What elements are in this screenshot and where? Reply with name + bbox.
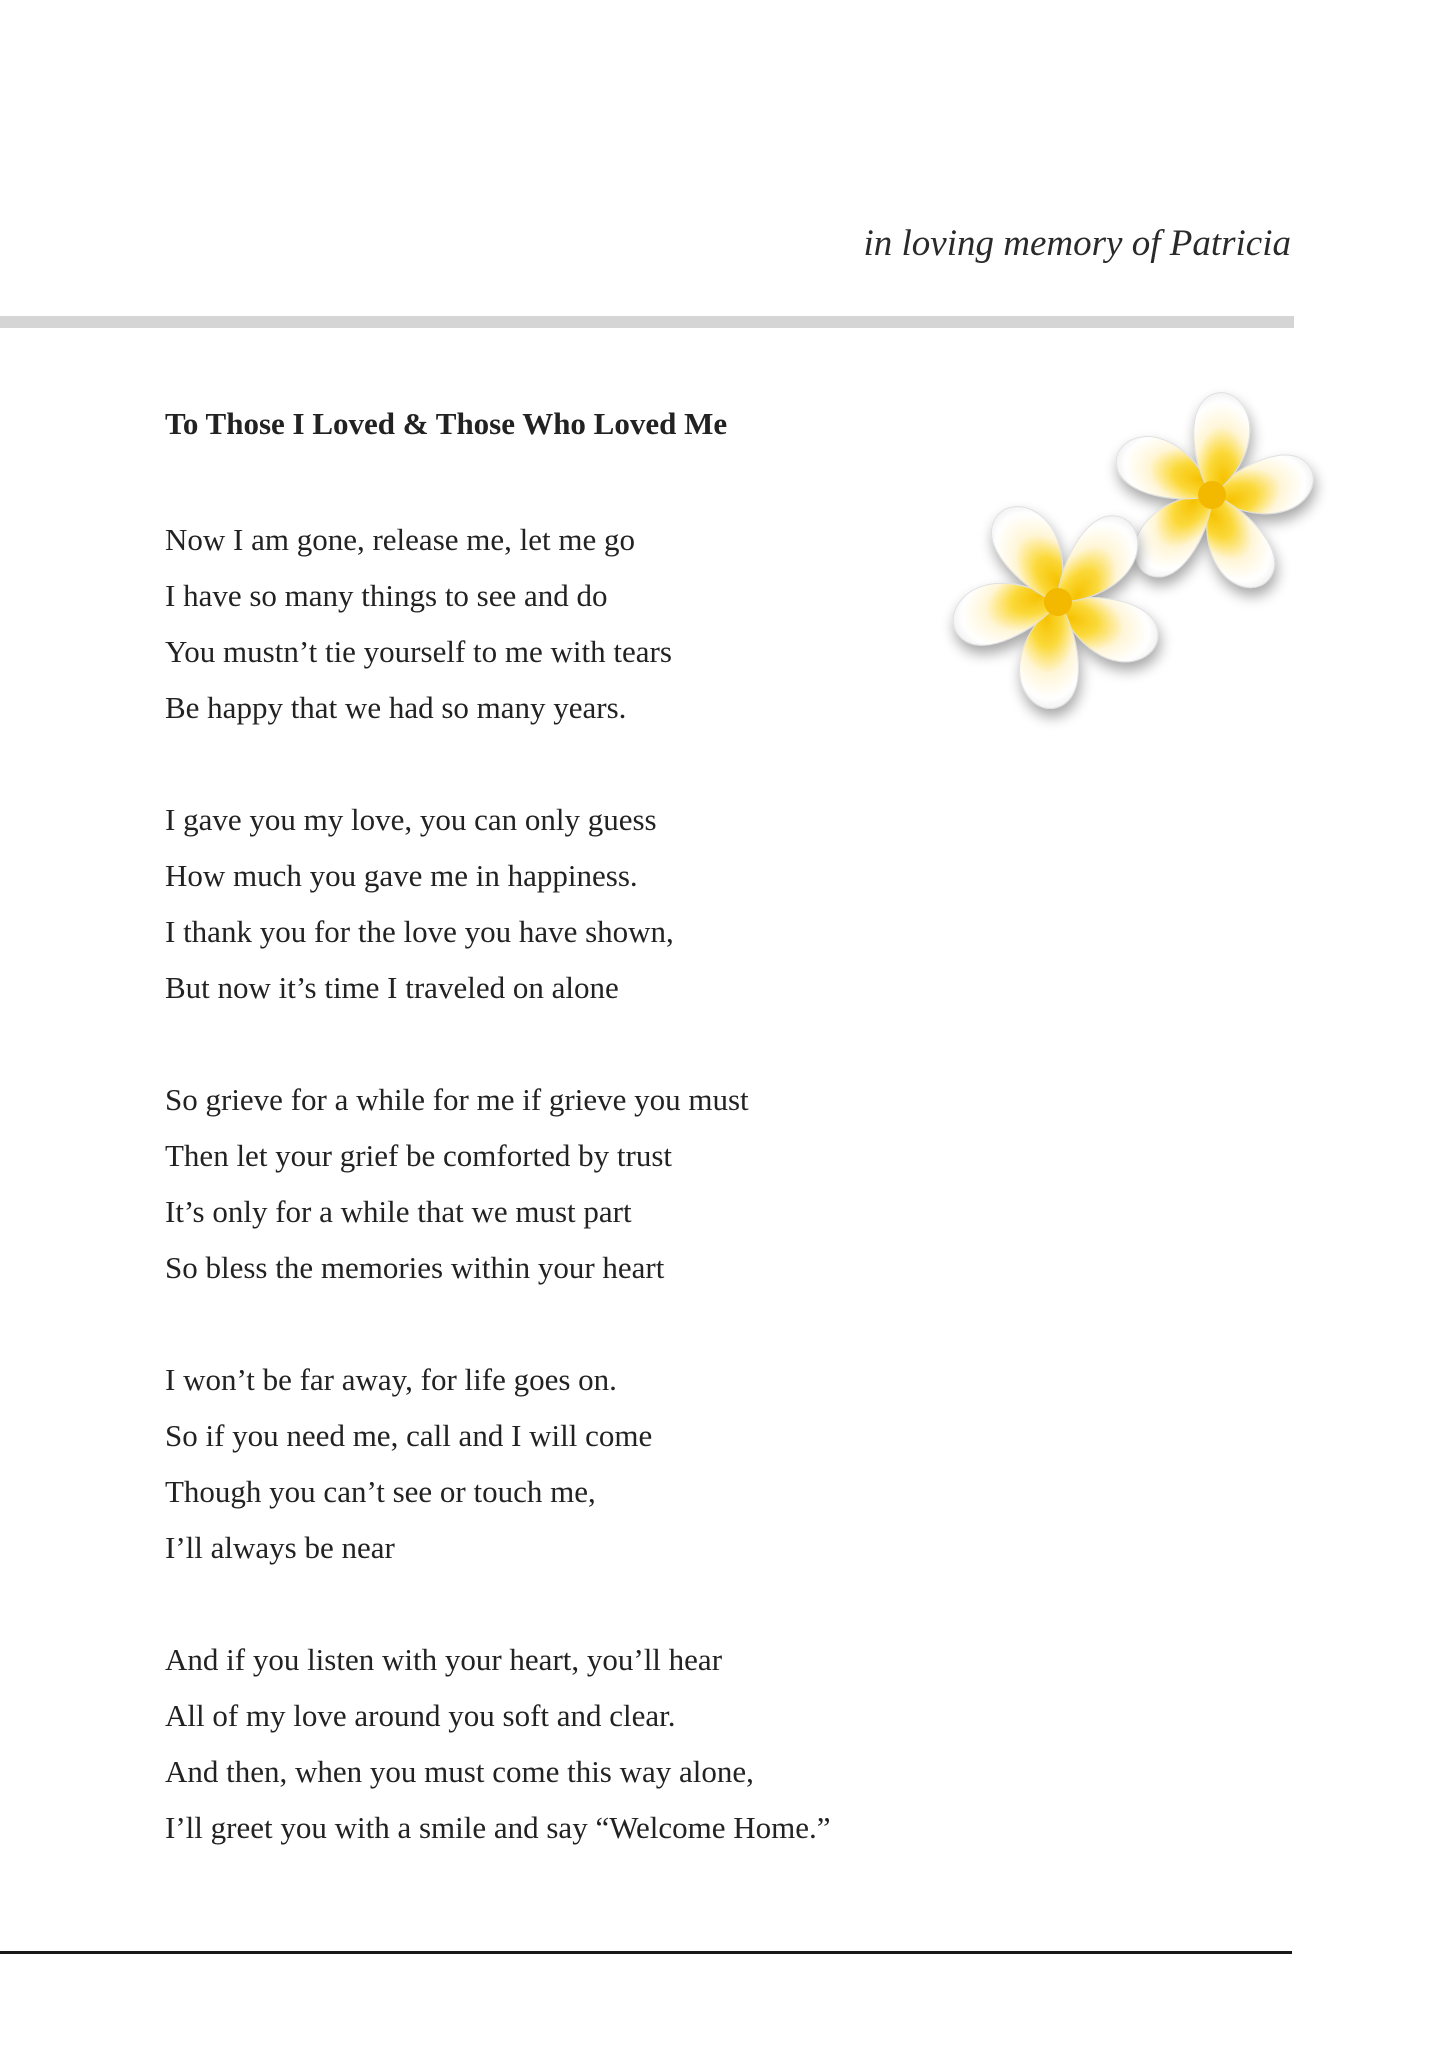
frangipani-flowers-icon: [940, 370, 1340, 750]
flower-lower: [940, 471, 1188, 739]
stanza-3: [165, 1072, 925, 1296]
poem-line: How much you gave me in happiness.: [165, 858, 638, 893]
flower-upper: [1077, 370, 1340, 634]
poem-line: So grieve for a while for me if grieve you must: [165, 1082, 749, 1117]
poem-line: I thank you for the love you have shown,: [165, 914, 674, 949]
footer-divider: [0, 1951, 1292, 1954]
poem-line: Be happy that we had so many years.: [165, 690, 627, 725]
stanza-2: [165, 792, 925, 1016]
poem-line: I have so many things to see and do: [165, 578, 608, 613]
poem-line: It’s only for a while that we must part: [165, 1194, 632, 1229]
stanza-1: [165, 512, 925, 736]
poem-line: I won’t be far away, for life goes on.: [165, 1362, 617, 1397]
memorial-title: in loving memory of Patricia: [863, 223, 1291, 264]
stanza-5: [165, 1632, 925, 1856]
poem-line: So bless the memories within your heart: [165, 1250, 665, 1285]
poem-line: I’ll greet you with a smile and say “Welcome Home.”: [165, 1810, 831, 1845]
poem-line: You mustn’t tie yourself to me with tears: [165, 634, 672, 669]
header-divider: [0, 316, 1294, 328]
poem-line: All of my love around you soft and clear.: [165, 1698, 676, 1733]
poem-line: And then, when you must come this way alone,: [165, 1754, 754, 1789]
poem-line: I’ll always be near: [165, 1530, 395, 1565]
poem-line: And if you listen with your heart, you’ll hear: [165, 1642, 723, 1677]
poem-line: Now I am gone, release me, let me go: [165, 522, 635, 557]
poem-line: But now it’s time I traveled on alone: [165, 970, 619, 1005]
stanza-4: [165, 1352, 925, 1576]
poem: [165, 400, 925, 1912]
poem-title: To Those I Loved & Those Who Loved Me: [165, 406, 728, 441]
poem-line: Then let your grief be comforted by trust: [165, 1138, 673, 1173]
poem-line: So if you need me, call and I will come: [165, 1418, 653, 1453]
poem-line: Though you can’t see or touch me,: [165, 1474, 596, 1509]
poem-line: I gave you my love, you can only guess: [165, 802, 657, 837]
